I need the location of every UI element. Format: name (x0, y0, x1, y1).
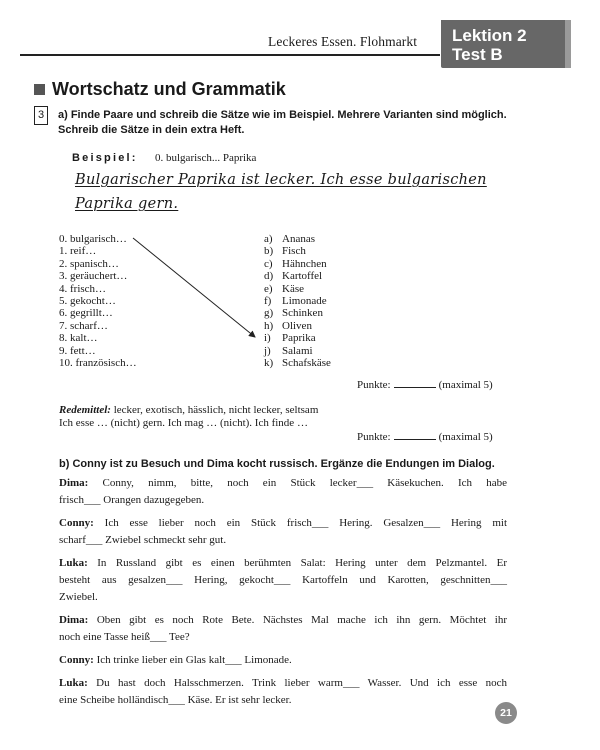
noun-letter: e) (264, 282, 273, 295)
dialog-line (59, 613, 507, 627)
task-a-instruction-line1: a) Finde Paare und schreib die Sätze wie im Beispiel. Mehrere Varianten sind möglich. (58, 109, 507, 121)
dialog-line (59, 653, 507, 667)
punkte-max: (maximal 5) (438, 379, 493, 391)
dialog-text: Zwiebel. (59, 591, 98, 603)
redemittel-row (59, 404, 318, 416)
adjective-item: 10. französisch… (59, 357, 137, 370)
noun-word: Kartoffel (282, 270, 323, 283)
test-label: Test B (452, 45, 503, 64)
noun-letter: i) (264, 332, 271, 345)
dialog-speaker: Dima: (59, 477, 89, 489)
lektion-label: Lektion 2 (452, 26, 527, 45)
adjective-item: 5. gekocht… (59, 295, 116, 308)
dialog-speaker: Conny: (59, 654, 94, 666)
adjective-item: 8. kalt… (59, 332, 98, 345)
dialog-line (59, 476, 507, 490)
dialog-text: eine Scheibe holländisch___ Käse. Er ist sehr lecker. (59, 694, 292, 706)
adjective-item: 2. spanisch… (59, 257, 119, 270)
dialog-speaker: Dima: (59, 614, 89, 626)
noun-letter: h) (264, 319, 274, 332)
dialog-text: scharf___ Zwiebel schmeckt sehr gut. (59, 534, 227, 546)
punkte-row-1 (357, 378, 493, 391)
adjective-item: 7. scharf… (59, 319, 108, 332)
dialog-speaker: Luka: (59, 677, 88, 689)
dialog-line (59, 590, 507, 604)
noun-word: Limonade (282, 295, 327, 308)
dialog-line (59, 573, 507, 587)
beispiel-label: Beispiel: (72, 152, 138, 164)
punkte-blank[interactable] (394, 430, 436, 440)
noun-letter: f) (264, 295, 272, 308)
dialog-text: Oben gibt es noch Rote Bete. Nächstes Mal mache ich ihn gern. Möchtet ihr (96, 614, 508, 626)
punkte-label: Punkte: (357, 379, 391, 391)
redemittel-label: Redemittel: (59, 404, 111, 416)
noun-letter: a) (264, 233, 273, 245)
dialog-text: frisch___ Orangen dazugegeben. (59, 494, 205, 506)
dialog-line (59, 533, 507, 547)
adjective-item: 9. fett… (59, 344, 96, 357)
dialog-line (59, 630, 507, 644)
page-number: 21 (500, 707, 512, 719)
noun-word: Salami (282, 344, 313, 357)
noun-word: Schafskäse (282, 357, 331, 370)
dialog-speaker: Luka: (59, 557, 88, 569)
adjective-item: 6. gegrillt… (59, 307, 113, 320)
noun-letter: d) (264, 270, 274, 283)
noun-word: Oliven (282, 319, 312, 332)
dialog-speaker: Conny: (59, 517, 94, 529)
noun-letter: g) (264, 307, 274, 320)
adjective-item: 1. reif… (59, 245, 97, 258)
punkte-max: (maximal 5) (438, 431, 493, 443)
noun-letter: j) (264, 344, 271, 357)
task-b-instruction: b) Conny ist zu Besuch und Dima kocht russisch. Ergänze die Endungen im Dialog. (59, 458, 495, 470)
noun-letter: b) (264, 245, 274, 258)
punkte-row-2 (357, 430, 493, 443)
punkte-blank[interactable] (394, 378, 436, 388)
dialog-text: Du hast doch Halsschmerzen. Trink lieber warm___ Wasser. Und ich esse noch (96, 677, 508, 689)
adjective-item: 3. geräuchert… (59, 270, 128, 283)
noun-word: Paprika (282, 332, 316, 345)
noun-word: Ananas (282, 233, 315, 245)
dialog (59, 476, 507, 707)
noun-word: Schinken (282, 307, 323, 320)
dialog-line (59, 556, 507, 570)
noun-word: Hähnchen (282, 257, 327, 270)
noun-letter: c) (264, 257, 273, 270)
dialog-line (59, 693, 507, 707)
punkte-label: Punkte: (357, 431, 391, 443)
task-a-instruction-line2: Schreib die Sätze in dein extra Heft. (58, 124, 245, 136)
redemittel-phrases: Ich esse … (nicht) gern. Ich mag … (nicht). Ich finde … (59, 417, 308, 429)
noun-word: Fisch (282, 245, 306, 258)
dialog-text: Ich esse lieber noch ein Stück frisch___ Hering. Gesalzen___ Hering mit (104, 517, 508, 529)
adjective-item: 4. frisch… (59, 282, 107, 295)
dialog-text: noch eine Tasse heiß___ Tee? (59, 631, 190, 643)
section-title: Wortschatz und Grammatik (52, 79, 286, 99)
dialog-line (59, 516, 507, 530)
handwritten-example-line1: Bulgarischer Paprika ist lecker. Ich esse bulgarischen (75, 172, 487, 188)
dialog-line (59, 493, 507, 507)
handwritten-example-line2: Paprika gern. (75, 196, 179, 212)
beispiel-text: 0. bulgarisch... Paprika (155, 152, 257, 164)
task-number-box: 3 (34, 106, 48, 125)
adjective-item: 0. bulgarisch… (59, 233, 127, 245)
header-title: Leckeres Essen. Flohmarkt (268, 34, 418, 49)
dialog-text: Conny, nimm, bitte, noch ein Stück lecker___ Käsekuchen. Ich habe (102, 477, 507, 489)
noun-word: Käse (282, 282, 304, 295)
dialog-text: besteht aus gesalzen___ Hering, gekocht___ Kartoffeln und Karotten, geschnitten___ (59, 574, 507, 586)
noun-letter: k) (264, 357, 274, 370)
dialog-text: In Russland gibt es einen berühmten Salat: Hering unter dem Pelzmantel. Er (97, 557, 508, 569)
dialog-line (59, 676, 507, 690)
redemittel-words: lecker, exotisch, hässlich, nicht lecker, seltsam (113, 404, 319, 416)
dialog-text: Ich trinke lieber ein Glas kalt___ Limonade. (96, 654, 292, 666)
